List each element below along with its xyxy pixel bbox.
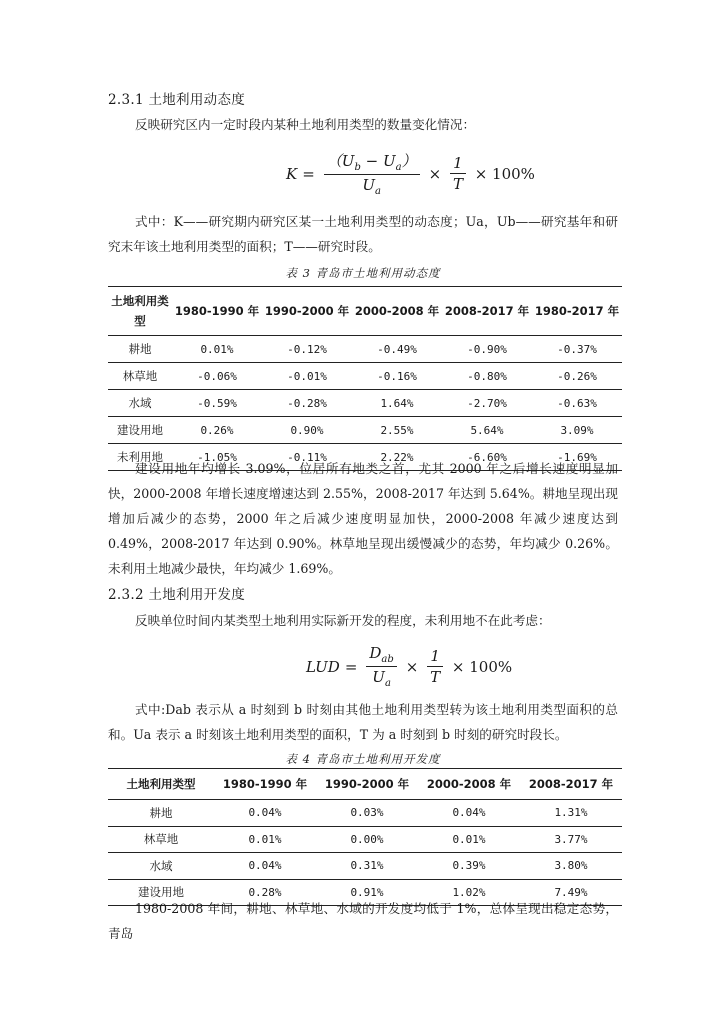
value-cell: 0.90%	[262, 417, 352, 444]
formula-main-fraction: $\frac{(U_b - U_a)}{U_a}$	[324, 150, 420, 197]
row-label-cell: 林草地	[108, 826, 214, 853]
value-cell: 0.04%	[214, 853, 316, 880]
value-cell: 0.31%	[316, 853, 418, 880]
paragraph-dynamic-analysis: 建设用地年均增长 3.09%，位居所有地类之首，尤其 2000 年之后增长速度明显加快，2000-2008 年增长速度增速达到 2.55%，2008-2017 年达到 5.64%。耕地呈现出现增加后减少的态势，2000 年之后减少速度明显加快，2000-2008 年减少速度达到 0.49%，2008-2017 年达到 0.90%。林草地呈现出缓慢减少的态势，年均减少 0.26%。未利用土地减少最快，年均减少 1.69%。	[108, 461, 618, 576]
value-cell: 0.39%	[418, 853, 520, 880]
formula-lhs: K	[286, 164, 298, 183]
column-header: 1980-1990 年	[174, 304, 260, 318]
explain-dynamic-degree: 式中：K——研究期内研究区某一土地利用类型的动态度；Ua，Ub——研究基年和研究末年该土地利用类型的面积；T——研究时段。	[108, 214, 618, 254]
value-cell: -0.49%	[352, 336, 442, 363]
table-row	[108, 417, 622, 444]
row-label-cell: 耕地	[108, 800, 214, 827]
value-cell: 1.02%	[418, 879, 520, 906]
intro-development-degree: 反映单位时间内某类型土地利用实际新开发的程度，未利用地不在此考虑：	[135, 613, 551, 628]
paragraph-development-analysis: 1980-2008 年间，耕地、林草地、水域的开发度均低于 1%，总体呈现出稳定态势，青岛	[108, 901, 618, 941]
column-header: 2000-2008 年	[354, 304, 440, 318]
table4-development-degree	[108, 768, 622, 906]
value-cell: -0.16%	[352, 363, 442, 390]
column-header: 1990-2000 年	[324, 777, 410, 791]
column-header: 1990-2000 年	[264, 304, 350, 318]
value-cell: 0.91%	[316, 879, 418, 906]
value-cell: -0.26%	[532, 363, 622, 390]
section-heading-development-degree: 2.3.2 土地利用开发度	[108, 587, 246, 603]
value-cell: 3.09%	[532, 417, 622, 444]
column-header: 1980-2017 年	[534, 304, 620, 318]
column-header: 2000-2008 年	[426, 777, 512, 791]
row-label-cell: 建设用地	[108, 879, 214, 906]
value-cell: -2.70%	[442, 390, 532, 417]
column-header: 土地利用类型	[111, 294, 169, 328]
value-cell: 2.55%	[352, 417, 442, 444]
value-cell: -0.01%	[262, 363, 352, 390]
row-label-cell: 建设用地	[108, 417, 172, 444]
table-row	[108, 826, 622, 853]
value-cell: -6.60%	[442, 444, 532, 471]
formula-lhs-lud: LUD	[306, 657, 340, 676]
value-cell: -1.05%	[172, 444, 262, 471]
value-cell: -1.69%	[532, 444, 622, 471]
row-label-cell: 水域	[108, 853, 214, 880]
value-cell: 2.22%	[352, 444, 442, 471]
value-cell: 0.04%	[214, 800, 316, 827]
value-cell: 0.00%	[316, 826, 418, 853]
value-cell: 3.77%	[520, 826, 622, 853]
value-cell: 0.04%	[418, 800, 520, 827]
table-row	[108, 853, 622, 880]
formula-percent: × 100%	[474, 164, 535, 183]
column-header: 2008-2017 年	[444, 304, 530, 318]
value-cell: -0.37%	[532, 336, 622, 363]
column-header: 2008-2017 年	[528, 777, 614, 791]
column-header: 1980-1990 年	[222, 777, 308, 791]
value-cell: 1.64%	[352, 390, 442, 417]
formula-dynamic-degree: K = $\frac{(U_b - U_a)}{U_a}$ × $\frac{1}{T}$ × 100%	[286, 152, 535, 197]
value-cell: 5.64%	[442, 417, 532, 444]
value-cell: 7.49%	[520, 879, 622, 906]
value-cell: -0.90%	[442, 336, 532, 363]
value-cell: 0.26%	[172, 417, 262, 444]
value-cell: 0.01%	[418, 826, 520, 853]
table-row	[108, 800, 622, 827]
row-label-cell: 耕地	[108, 336, 172, 363]
row-label-cell: 水域	[108, 390, 172, 417]
value-cell: -0.63%	[532, 390, 622, 417]
value-cell: -0.80%	[442, 363, 532, 390]
value-cell: -0.59%	[172, 390, 262, 417]
formula-development-degree: LUD = $\frac{D_{ab}}{U_a}$ × $\frac{1}{T}$ × 100%	[306, 644, 513, 689]
intro-dynamic-degree: 反映研究区内一定时段内某种土地利用类型的数量变化情况：	[135, 117, 476, 132]
value-cell: -0.12%	[262, 336, 352, 363]
row-label-cell: 未利用地	[108, 444, 172, 471]
value-cell: 3.80%	[520, 853, 622, 880]
table3-header-row	[108, 287, 622, 336]
value-cell: 1.31%	[520, 800, 622, 827]
value-cell: 0.28%	[214, 879, 316, 906]
value-cell: -0.11%	[262, 444, 352, 471]
explain-development-degree: 式中:Dab 表示从 a 时刻到 b 时刻由其他土地利用类型转为该土地利用类型面积的总和。Ua 表示 a 时刻该土地利用类型的面积，T 为 a 时刻到 b 时刻的研究时段长。	[108, 702, 618, 742]
value-cell: -0.06%	[172, 363, 262, 390]
formula-time-fraction-2: $\frac{1}{T}$	[427, 647, 443, 686]
formula-percent-2: × 100%	[451, 657, 513, 676]
table-row	[108, 363, 622, 390]
table3-dynamic-degree	[108, 286, 622, 471]
formula-time-fraction: $\frac{1}{T}$	[450, 154, 466, 193]
value-cell: -0.28%	[262, 390, 352, 417]
table-row	[108, 390, 622, 417]
value-cell: 0.01%	[214, 826, 316, 853]
table4-caption: 表 4 青岛市土地利用开发度	[285, 752, 441, 766]
value-cell: 0.01%	[172, 336, 262, 363]
column-header: 土地利用类型	[126, 777, 196, 791]
section-heading-dynamic-degree: 2.3.1 土地利用动态度	[108, 92, 246, 108]
formula-dab-fraction: $\frac{D_{ab}}{U_a}$	[366, 644, 396, 689]
table4-header-row	[108, 769, 622, 800]
table3-caption: 表 3 青岛市土地利用动态度	[285, 266, 441, 280]
value-cell: 0.03%	[316, 800, 418, 827]
row-label-cell: 林草地	[108, 363, 172, 390]
table-row	[108, 336, 622, 363]
